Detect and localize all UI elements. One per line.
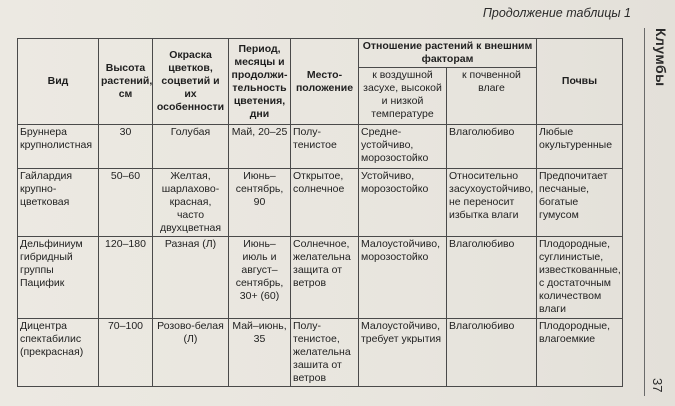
cell-height: 120–180	[99, 237, 153, 319]
cell-vid: Бруннера крупнолистная	[18, 125, 99, 169]
col-header-soil-moisture: к почвенной влаге	[447, 68, 537, 125]
table-row	[18, 169, 623, 237]
table-continuation-note: Продолжение таблицы 1	[482, 6, 631, 20]
cell-moisture: Влаголюбиво	[447, 237, 537, 319]
page-number: 37	[650, 377, 665, 392]
cell-air: Устойчиво, морозостойко	[359, 169, 447, 237]
cell-period: Май, 20–25	[229, 125, 291, 169]
table-row	[18, 319, 623, 387]
col-header-location: Место-положение	[291, 39, 359, 125]
cell-color: Розово-белая (Л)	[153, 319, 229, 387]
cell-location: Солнечное, желательна защита от ветров	[291, 237, 359, 319]
cell-soil: Предпочитает песчаные, богатые гумусом	[537, 169, 623, 237]
cell-air: Малоустойчиво, морозостойко	[359, 237, 447, 319]
cell-color: Голубая	[153, 125, 229, 169]
cell-soil: Плодородные, влагоемкие	[537, 319, 623, 387]
cell-soil: Любые окультуренные	[537, 125, 623, 169]
cell-moisture: Относительно засухоустойчиво, не переносит избытка влаги	[447, 169, 537, 237]
plants-table	[17, 38, 623, 387]
cell-air: Малоустойчиво, требует укрытия	[359, 319, 447, 387]
cell-period: Июнь–июль и август–сентябрь, 30+ (60)	[229, 237, 291, 319]
cell-location: Полу-тенистое, желательна зашита от ветров	[291, 319, 359, 387]
col-header-vid: Вид	[18, 39, 99, 125]
cell-moisture: Влаголюбиво	[447, 125, 537, 169]
cell-air: Средне-устойчиво, морозостойко	[359, 125, 447, 169]
cell-vid: Гайлардия крупно-цветковая	[18, 169, 99, 237]
col-header-color: Окраска цветков, соцветий и их особенности	[153, 39, 229, 125]
col-header-period: Период, месяцы и продолжи-тельность цветения, дни	[229, 39, 291, 125]
col-header-air-drought: к воздушной засухе, высокой и низкой температуре	[359, 68, 447, 125]
col-header-soil: Почвы	[537, 39, 623, 125]
cell-vid: Дельфиниум гибридный группы Пацифик	[18, 237, 99, 319]
cell-vid: Дицентра спектабилис (прекрасная)	[18, 319, 99, 387]
table-row	[18, 125, 623, 169]
cell-color: Разная (Л)	[153, 237, 229, 319]
cell-period: Июнь–сентябрь, 90	[229, 169, 291, 237]
cell-height: 50–60	[99, 169, 153, 237]
side-divider	[644, 28, 645, 396]
cell-height: 30	[99, 125, 153, 169]
cell-period: Май–июнь, 35	[229, 319, 291, 387]
section-title: Клумбы	[653, 28, 669, 87]
cell-height: 70–100	[99, 319, 153, 387]
table-header-row	[18, 39, 623, 68]
table-row	[18, 237, 623, 319]
cell-moisture: Влаголюбиво	[447, 319, 537, 387]
cell-color: Желтая, шарлахово-красная, часто двухцветная	[153, 169, 229, 237]
col-header-attitude-group: Отношение растений к внешним факторам	[359, 39, 537, 68]
cell-soil: Плодородные, суглинистые, известкованные, с достаточным количеством влаги	[537, 237, 623, 319]
col-header-height: Высота растений, см	[99, 39, 153, 125]
cell-location: Полу-тенистое	[291, 125, 359, 169]
cell-location: Открытое, солнечное	[291, 169, 359, 237]
